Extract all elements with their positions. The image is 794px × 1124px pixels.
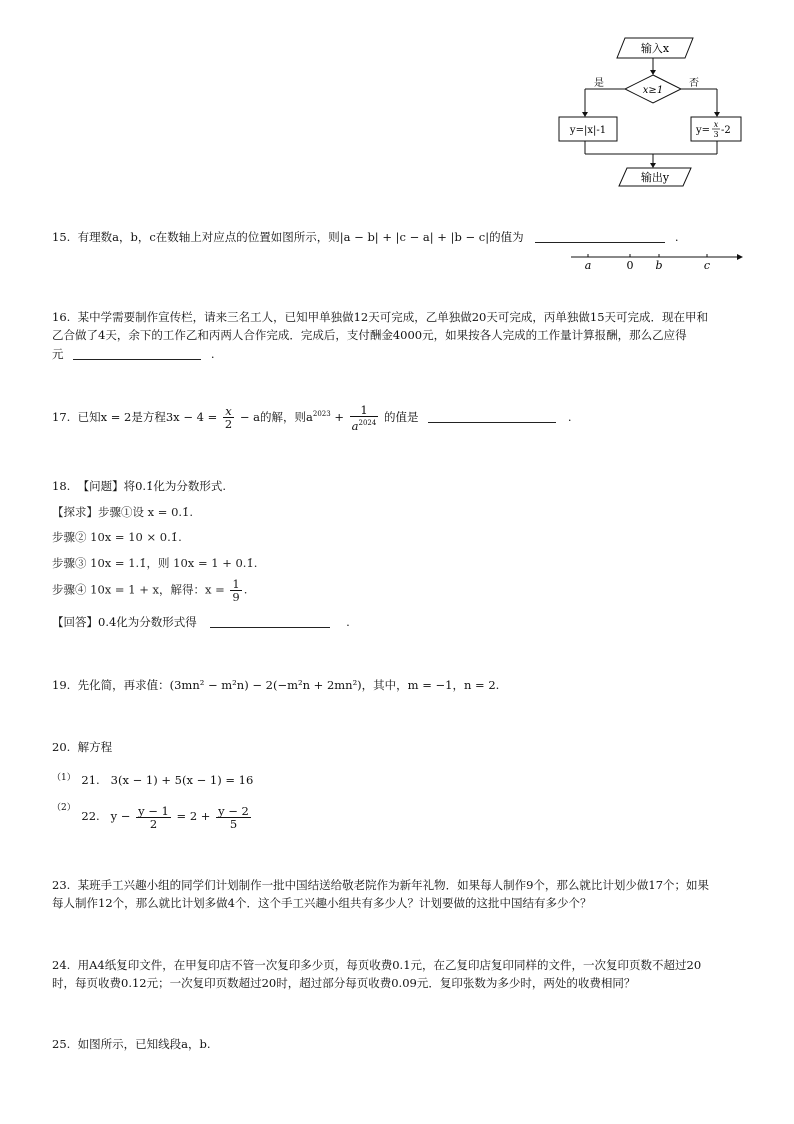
q20-sub2-f1-num: y − 1 [138,803,169,818]
number-line [565,248,747,272]
flowchart-right-suffix: -2 [721,125,731,136]
q18-answer-line [52,614,350,630]
q17-frac-num: x [223,405,234,418]
q19-number: 19. [52,678,71,692]
q18-step2: 步骤② 10x = 10 × 0.1̇. [52,530,182,544]
question-18-problem [52,478,226,494]
q25-number: 25. [52,1037,71,1051]
q18-end: . [346,615,350,629]
q20-text: 解方程 [77,740,113,754]
q20-sub2-f1-den: 2 [149,816,158,831]
q19-text: 先化简，再求值：(3mn² − m²n) − 2(−m²n + 2mn²)，其中，m = −1，n = 2. [77,678,500,692]
flowchart-yes-label: 是 [594,78,604,89]
q17-frac2-den: a [351,418,359,433]
q16-line1: 某中学需要制作宣传栏，请来三名工人，已知甲单独做12天可完成，乙单独做20天可完成，丙单独做15天可完成．现在甲和 [77,310,709,324]
q18-explore: 【探求】步骤①设 x = 0.1̇. [52,505,194,519]
question-20 [52,739,112,755]
question-16-line1 [52,309,708,325]
flowchart-right-num: x [713,120,719,129]
q24-number: 24. [52,958,71,972]
q15-number: 15. [52,230,71,244]
q16-answer-blank[interactable] [73,347,201,360]
q20-sub2-label: （2） [52,803,76,813]
svg-text:y= [695,125,710,136]
q20-sub2-fraction2 [216,805,251,830]
numberline-label-zero: 0 [626,259,634,272]
q16-end: . [210,347,215,361]
question-16-line3 [52,346,214,362]
question-16-line2 [52,327,687,343]
numberline-label-c: c [703,259,711,272]
q17-exp2: 2024 [358,419,377,427]
q23-line1: 某班手工兴趣小组的同学们计划制作一批中国结送给敬老院作为新年礼物．如果每人制作9个，那么就比计划少做17个；如果 [77,878,710,892]
q20-sub1 [52,770,253,787]
q17-exp1: 2023 [312,410,331,419]
q18-step4-den: 9 [232,590,240,604]
q20-sub2-num: 22. [81,809,100,823]
flowchart-no-label: 否 [689,78,699,89]
flowchart [555,30,750,195]
q15-answer-blank[interactable] [535,230,665,243]
q20-sub2-f2-den: 5 [229,816,238,831]
q18-step4 [52,578,247,603]
question-25 [52,1036,210,1052]
q18-step4-fraction [230,578,241,603]
q25-text: 如图所示，已知线段a，b. [77,1037,211,1051]
flowchart-condition: x≥1 [642,85,664,96]
q18-number: 18. [52,479,71,493]
flowchart-input-label: 输入x [640,42,670,55]
q23-line2: 每人制作12个，那么就比计划多做4个．这个手工兴趣小组共有多少人？计划要做的这批中国结有多少个？ [52,896,592,910]
q17-fraction2 [350,404,379,432]
q17-frac2-num: 1 [350,404,379,417]
q20-sub1-eq: 3(x − 1) + 5(x − 1) = 16 [110,773,254,787]
question-19 [52,677,499,693]
q18-step4-pre: 步骤④ 10x = 1 + x，解得：x = [52,582,225,597]
q17-plus: + [334,409,344,424]
flowchart-right-prefix: y= [696,125,711,136]
q18-step3: 步骤③ 10x = 1.1̇，则 10x = 1 + 0.1̇. [52,556,258,570]
q17-post: 的值是 [384,409,419,424]
q15-text: 有理数a，b，c在数轴上对应点的位置如图所示，则|a − b| + |c − a| + |b − c|的值为 [77,230,524,244]
question-24-line1 [52,957,701,973]
numberline-label-a: a [584,259,592,272]
q16-line3: 元 [52,347,64,361]
q17-pre: 已知x = 2是方程3x − 4 = [77,409,218,424]
q15-end: . [674,230,679,244]
q20-sub2-mid: = 2 + [176,809,211,823]
flowchart-output-label: 输出y [640,171,670,184]
q18-step4-num: 1 [232,577,240,591]
q16-number: 16. [52,310,71,324]
q18-problem: 【问题】将0.1̇化为分数形式. [77,479,227,493]
q20-sub2-fraction1 [136,805,171,830]
question-23-line1 [52,877,709,893]
q20-sub2-f2-num: y − 2 [218,803,249,818]
q24-line2: 时，每页收费0.12元；一次复印页数超过20时，超过部分每页收费0.09元．复印张数为多少时，两处的收费相同？ [52,976,636,990]
q17-fraction [223,405,234,430]
question-15 [52,229,679,245]
q17-end: . [567,409,572,424]
q18-answer: 【回答】0.4̇化为分数形式得 [52,615,197,629]
q18-step4-end: . [243,582,248,597]
q17-answer-blank[interactable] [428,410,556,423]
question-17 [52,404,571,432]
q17-frac-den: 2 [224,417,233,432]
q17-number: 17. [52,409,71,424]
q20-sub1-label: （1） [52,773,76,783]
q20-sub2 [52,800,253,830]
q16-line2: 乙合做了4天，余下的工作乙和丙两人合作完成．完成后，支付酬金4000元，如果按各人完成的工作量计算报酬，那么乙应得 [52,328,687,342]
q20-number: 20. [52,740,71,754]
q23-number: 23. [52,878,71,892]
flowchart-right-den: 3 [713,130,719,139]
numberline-label-b: b [655,259,663,272]
flowchart-left-formula: y=|x|-1 [569,125,607,136]
q20-sub2-pre: y − [110,809,131,823]
q24-line1: 用A4纸复印文件，在甲复印店不管一次复印多少页，每页收费0.1元，在乙复印店复印同样的文件，一次复印页数不超过20 [77,958,702,972]
q17-mid: − a的解，则a [239,409,313,424]
q18-answer-blank[interactable] [210,615,330,628]
q20-sub1-num: 21. [81,773,100,787]
